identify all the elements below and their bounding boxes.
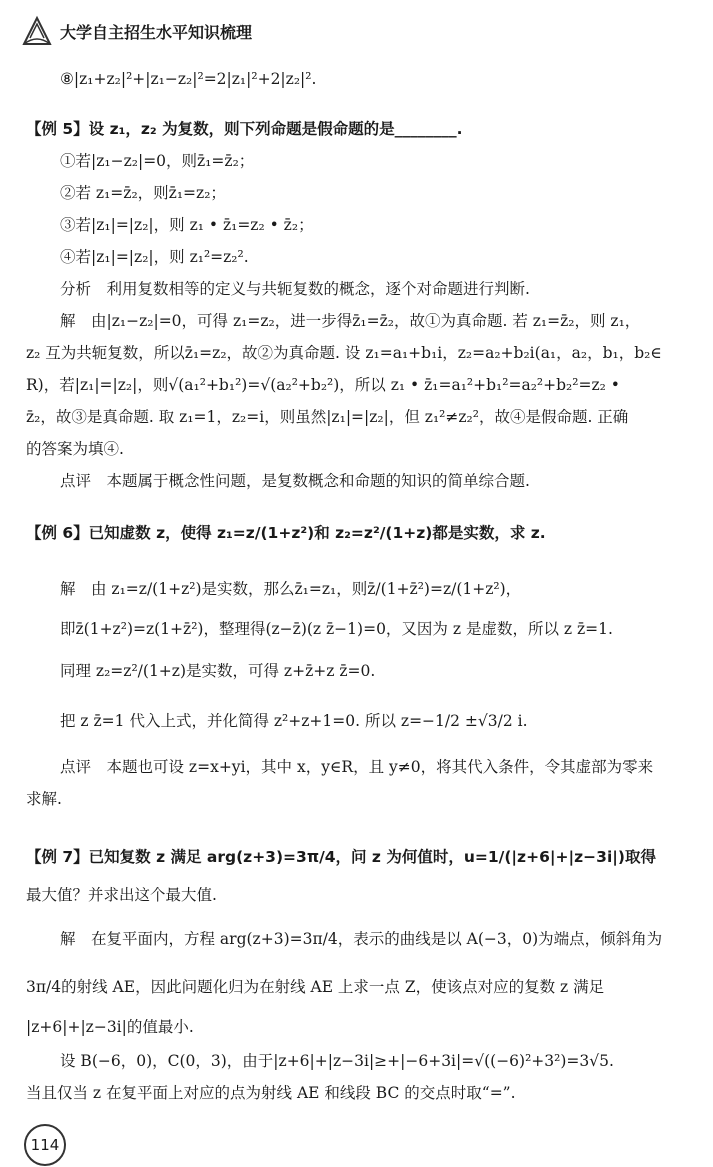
solution-line-1: 解 由|z₁−z₂|=0，可得 z₁=z₂，进一步得z̄₁=z̄₂，故①为真命题. 若 z₁=z̄₂，则 z₁， bbox=[60, 312, 641, 330]
example-7-solution-3: |z+6|+|z−3i|的值最小. bbox=[26, 1018, 194, 1036]
example-6-solution-4: 把 z z̄=1 代入上式，并化简得 z²+z+1=0. 所以 z=−1/2 ±√3/2 i. bbox=[60, 712, 528, 730]
example-7-solution-2: 3π/4的射线 AE，因此问题化归为在射线 AE 上求一点 Z，使该点对应的复数 z 满足 bbox=[26, 978, 605, 996]
header-title: 大学自主招生水平知识梳理 bbox=[60, 23, 253, 42]
example-6-comment-2: 求解. bbox=[26, 790, 62, 808]
proposition-2: ②若 z₁=z̄₂，则z̄₁=z₂； bbox=[60, 184, 226, 202]
equation-8: ⑧|z₁+z₂|²+|z₁−z₂|²=2|z₁|²+2|z₂|². bbox=[60, 70, 317, 88]
example-6-solution-2: 即z̄(1+z²)=z(1+z̄²)，整理得(z−z̄)(z z̄−1)=0，又因为 z 是虚数，所以 z z̄=1. bbox=[60, 620, 613, 638]
example-6-solution-1: 解 由 z₁=z/(1+z²)是实数，那么z̄₁=z₁，则z̄/(1+z̄²)=z/(1+z²)， bbox=[60, 580, 522, 598]
example-7-title-cont: 最大值？并求出这个最大值. bbox=[26, 886, 217, 904]
book-logo-icon bbox=[20, 14, 54, 48]
solution-line-5: 的答案为填④. bbox=[26, 440, 124, 458]
page-number: 114 bbox=[24, 1124, 66, 1166]
analysis-paragraph: 分析 利用复数相等的定义与共轭复数的概念，逐个对命题进行判断. bbox=[60, 280, 530, 298]
example-7-solution-5: 当且仅当 z 在复平面上对应的点为射线 AE 和线段 BC 的交点时取“=”. bbox=[26, 1084, 516, 1102]
solution-line-2: z₂ 互为共轭复数，所以z̄₁=z₂，故②为真命题. 设 z₁=a₁+b₁i，z₂=a₂+b₂i(a₁，a₂，b₁，b₂∈ bbox=[26, 344, 662, 362]
proposition-4: ④若|z₁|=|z₂|，则 z₁²=z₂². bbox=[60, 248, 249, 266]
proposition-3: ③若|z₁|=|z₂|，则 z₁ • z̄₁=z₂ • z̄₂； bbox=[60, 216, 314, 234]
proposition-1: ①若|z₁−z₂|=0，则z̄₁=z̄₂； bbox=[60, 152, 255, 170]
solution-line-3: R)，若|z₁|=|z₂|，则√(a₁²+b₁²)=√(a₂²+b₂²)，所以 z₁ • z̄₁=a₁²+b₁²=a₂²+b₂²=z₂ • bbox=[26, 376, 620, 394]
example-6-solution-3: 同理 z₂=z²/(1+z)是实数，可得 z+z̄+z z̄=0. bbox=[60, 662, 376, 680]
example-6-title: 【例 6】已知虚数 z，使得 z₁=z/(1+z²)和 z₂=z²/(1+z)都是实数，求 z. bbox=[26, 524, 546, 542]
example-6-comment-1: 点评 本题也可设 z=x+yi，其中 x，y∈R，且 y≠0，将其代入条件，令其虚部为零来 bbox=[60, 758, 654, 776]
example-7-solution-1: 解 在复平面内，方程 arg(z+3)=3π/4，表示的曲线是以 A(−3，0)为端点，倾斜角为 bbox=[60, 930, 663, 948]
example-7-solution-4: 设 B(−6，0)，C(0，3)，由于|z+6|+|z−3i|≥+|−6+3i|=√((−6)²+3²)=3√5. bbox=[60, 1052, 614, 1070]
solution-line-4: z̄₂，故③是真命题. 取 z₁=1，z₂=i，则虽然|z₁|=|z₂|，但 z₁²≠z₂²，故④是假命题. 正确 bbox=[26, 408, 629, 426]
example-7-title: 【例 7】已知复数 z 满足 arg(z+3)=3π/4，问 z 为何值时，u=1/(|z+6|+|z−3i|)取得 bbox=[26, 848, 657, 866]
comment-paragraph: 点评 本题属于概念性问题，是复数概念和命题的知识的简单综合题. bbox=[60, 472, 530, 490]
example-5-title: 【例 5】设 z₁，z₂ 为复数，则下列命题是假命题的是________. bbox=[26, 120, 463, 138]
